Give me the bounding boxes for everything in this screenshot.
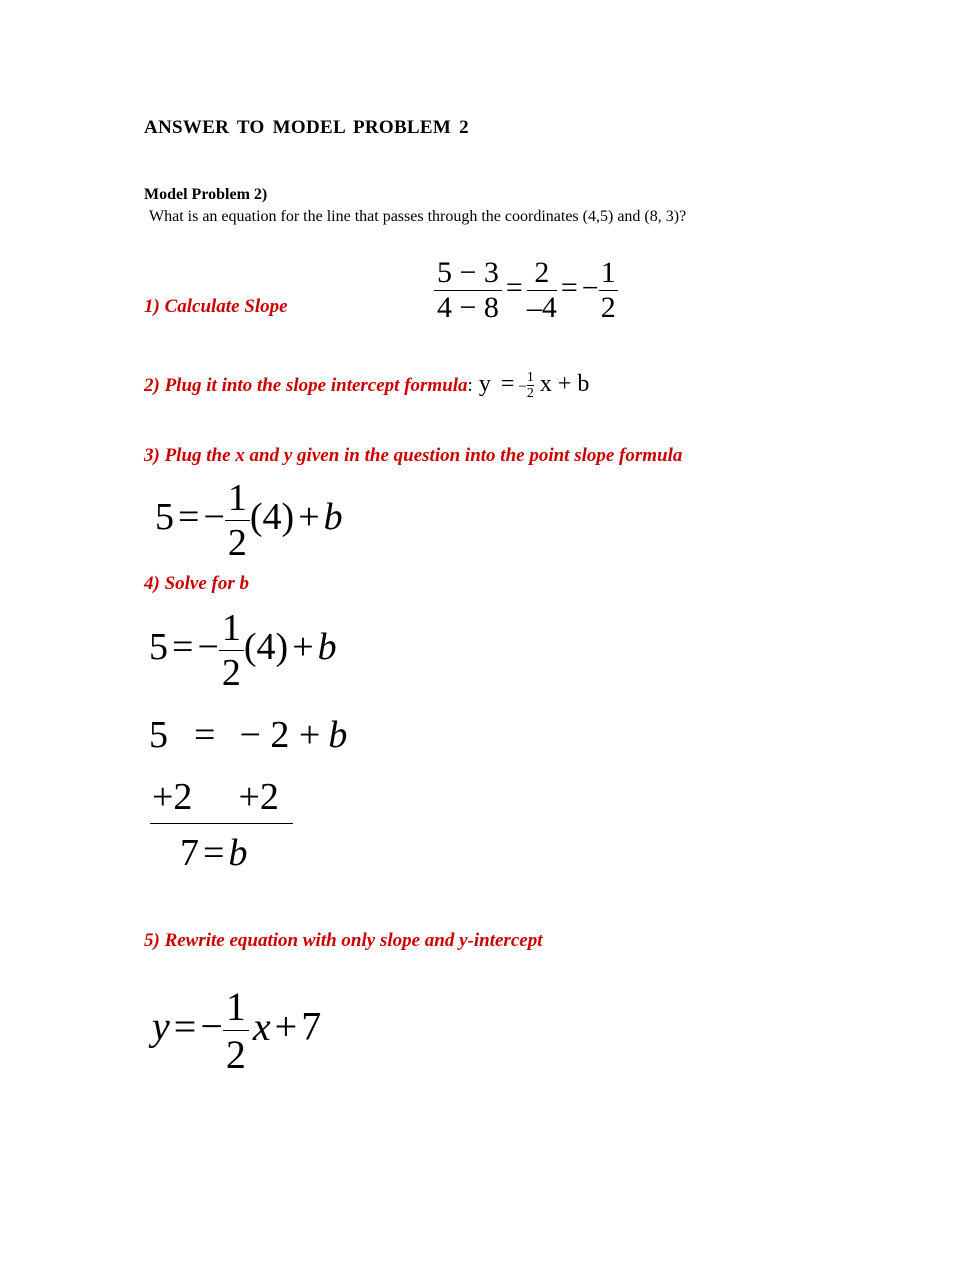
- slope-calculation: [434, 256, 618, 325]
- solve-line-2: [149, 713, 347, 757]
- plus-sign: +: [298, 496, 320, 539]
- equals-sign: =: [173, 1003, 197, 1049]
- slope-fraction-3: [599, 256, 618, 325]
- lhs-value: 7: [180, 832, 199, 874]
- step-2-label: 2) Plug it into the slope intercept formula: [144, 375, 468, 397]
- plus-sign: +: [292, 626, 314, 669]
- equals-sign: =: [178, 496, 200, 539]
- numerator: 1: [526, 370, 534, 385]
- equals-sign: =: [505, 271, 523, 305]
- numerator: 1: [223, 983, 249, 1031]
- denominator: 2: [225, 1032, 246, 1077]
- solve-divider: [150, 823, 293, 824]
- variable-b: b: [323, 496, 343, 539]
- slope-fraction: [223, 983, 249, 1078]
- equals-sign: =: [172, 626, 194, 669]
- numerator: 1: [225, 476, 250, 521]
- slope-fraction: [219, 606, 244, 695]
- denominator: 2: [227, 522, 247, 564]
- step-1-label: 1) Calculate Slope: [144, 296, 288, 317]
- slope-fraction-1: [434, 256, 502, 325]
- denominator: 4 − 8: [437, 291, 499, 324]
- step-2-colon: :: [467, 375, 473, 397]
- minus-sign: −: [197, 626, 219, 669]
- point-slope-equation: [155, 476, 343, 565]
- step-2-row: [144, 370, 589, 401]
- variable-b: b: [328, 714, 348, 756]
- slope-fraction: [225, 476, 250, 565]
- step-3-label: 3) Plug the x and y given in the question into the point slope formula: [144, 445, 683, 466]
- denominator: 2: [221, 652, 241, 694]
- solve-line-3: [152, 775, 279, 819]
- add-two-right: +2: [238, 776, 279, 818]
- minus-sign: −: [203, 496, 225, 539]
- problem-question: What is an equation for the line that passes through the coordinates (4,5) and (8, 3)?: [149, 208, 687, 225]
- lhs-value: 5: [149, 714, 168, 756]
- numerator: 1: [219, 606, 244, 651]
- final-equation: [152, 983, 321, 1078]
- formula-rest: x + b: [539, 371, 590, 398]
- variable-b: b: [317, 626, 337, 669]
- denominator: 2: [600, 291, 616, 324]
- minus-sign: −: [581, 271, 599, 305]
- y-intercept-value: 7: [301, 1003, 322, 1049]
- step-5-label: 5) Rewrite equation with only slope and y-intercept: [144, 930, 543, 951]
- minus-sign: −: [518, 379, 527, 396]
- equals-sign: =: [560, 271, 578, 305]
- minus-sign: −: [200, 1003, 223, 1049]
- equals-sign: =: [194, 714, 216, 756]
- equals-sign: =: [203, 832, 225, 874]
- plus-sign: +: [274, 1003, 298, 1049]
- variable-y: y: [152, 1003, 170, 1049]
- slope-intercept-formula: [478, 370, 590, 401]
- variable-b: b: [228, 832, 248, 874]
- numerator: 5 − 3: [434, 256, 502, 291]
- step-4-label: 4) Solve for b: [144, 573, 250, 594]
- x-value: (4): [243, 626, 289, 669]
- numerator: 2: [527, 256, 557, 291]
- add-two-left: +2: [152, 776, 193, 818]
- problem-label: Model Problem 2): [144, 186, 268, 203]
- x-value: (4): [249, 496, 295, 539]
- denominator: –4: [526, 291, 557, 324]
- lhs-value: 5: [149, 626, 168, 669]
- slope-fraction-2: [527, 256, 557, 325]
- equals-sign: =: [500, 371, 515, 398]
- slope-fraction: [527, 370, 534, 401]
- solve-line-1: [149, 606, 337, 695]
- numerator: 1: [600, 256, 616, 289]
- page-title: ANSWER TO MODEL PROBLEM 2: [144, 117, 469, 138]
- denominator: 2: [526, 386, 534, 401]
- variable-x: x: [252, 1003, 271, 1049]
- solve-line-4: [180, 831, 247, 875]
- lhs-value: 5: [155, 496, 174, 539]
- formula-y: y: [478, 371, 491, 398]
- rhs-expression: − 2 +: [239, 714, 321, 756]
